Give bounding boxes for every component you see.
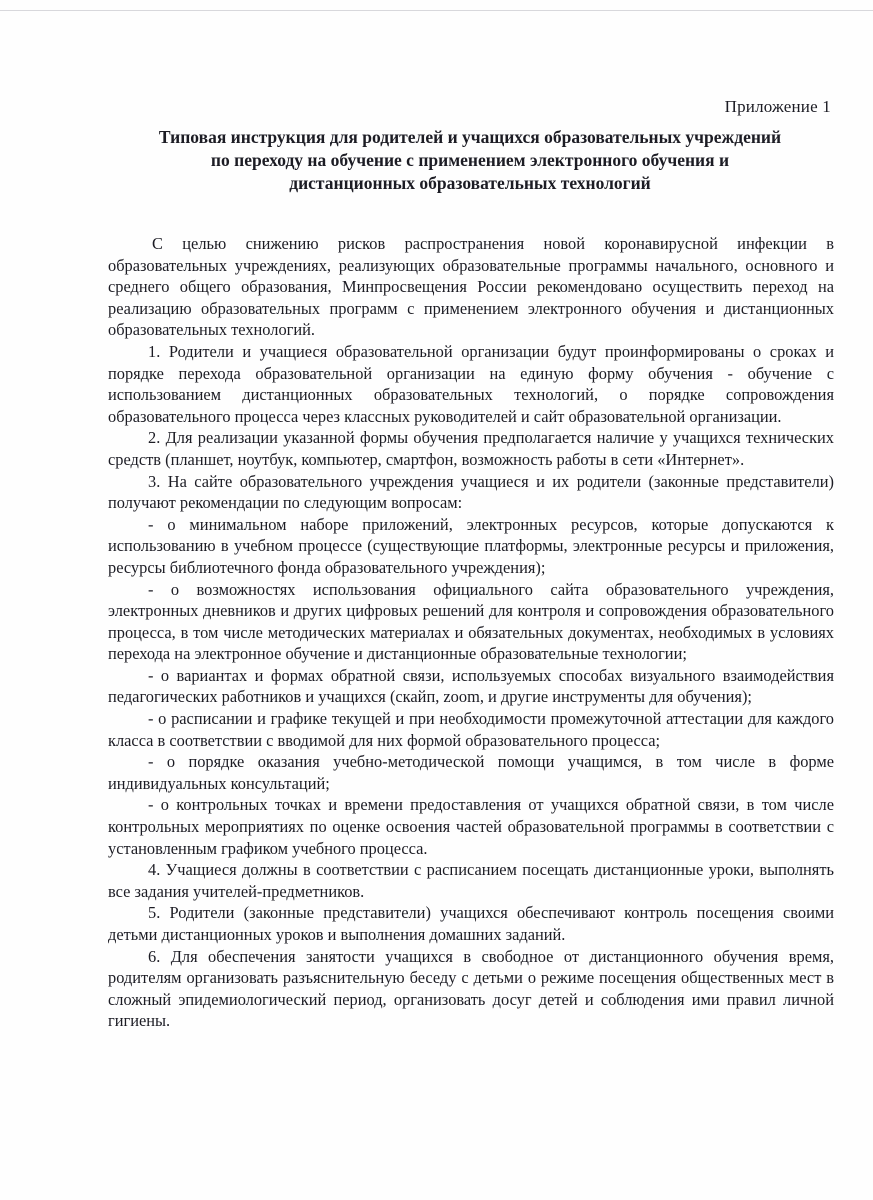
- appendix-label: Приложение 1: [724, 97, 831, 116]
- document-body: [108, 233, 834, 1032]
- title-line-1: Типовая инструкция для родителей и учащихся образовательных учреждений: [158, 127, 782, 147]
- item-1-paragraph: 1. Родители и учащиеся образовательной организации будут проинформированы о сроках и порядке перехода образовательной организации на единую форму обучения - обучение с использованием дистанционных образовательных технологий, о порядке сопровождения образовательного процесса через классных руководителей и сайт образовательной организации.: [108, 341, 834, 426]
- bullet-feedback-forms: - о вариантах и формах обратной связи, используемых способах визуального взаимодействия педагогических работников и учащихся (скайп, zoom, и другие инструменты для обучения);: [108, 665, 834, 707]
- bullet-methodical-help: - о порядке оказания учебно-методической помощи учащимся, в том числе в форме индивидуальных консультаций;: [108, 752, 834, 793]
- bullet-official-site: - о возможностях использования официального сайта образовательного учреждения, электронных дневников и других цифровых решений для контроля и сопровождения образовательного процесса, в том числе методических материалах и обязательных документах, необходимых в условиях перехода на электронное обучение и дистанционные образовательные технологии;: [108, 579, 834, 664]
- bullet-control-points: - о контрольных точках и времени предоставления от учащихся обратной связи, в том числе контрольных мероприятиях по оценке освоения частей образовательной программы в соответствии с установленным графиком учебного процесса.: [108, 795, 834, 858]
- bullet-apps-resources: - о минимальном наборе приложений, электронных ресурсов, которые допускаются к использованию в учебном процессе (существующие платформы, электронные ресурсы и приложения, ресурсы библиотечного фонда образовательного учреждения);: [108, 514, 834, 577]
- item-4-paragraph: 4. Учащиеся должны в соответствии с расписанием посещать дистанционные уроки, выполнять все задания учителей-предметников.: [108, 860, 834, 901]
- item-2-paragraph: 2. Для реализации указанной формы обучения предполагается наличие у учащихся технических средств (планшет, ноутбук, компьютер, смартфон, возможность работы в сети «Интернет».: [108, 428, 834, 469]
- scan-edge-divider: [0, 0, 873, 11]
- item-5-paragraph: 5. Родители (законные представители) учащихся обеспечивают контроль посещения своими детьми дистанционных уроков и выполнения домашних заданий.: [108, 903, 834, 944]
- title-line-3: дистанционных образовательных технологий: [289, 173, 651, 193]
- item-3-paragraph: 3. На сайте образовательного учреждения учащиеся и их родители (законные представители) получают рекомендации по следующим вопросам:: [108, 471, 834, 513]
- item-6-paragraph: 6. Для обеспечения занятости учащихся в свободное от дистанционного обучения время, родителям организовать разъяснительную беседу с детьми о режиме посещения общественных мест в сложный эпидемиологический период, организовать досуг детей и соблюдения ими правил личной гигиены.: [108, 946, 834, 1031]
- bullet-schedule: - о расписании и графике текущей и при необходимости промежуточной аттестации для каждого класса в соответствии с вводимой для них формой образовательного процесса;: [108, 709, 834, 750]
- document-title: [90, 126, 850, 195]
- title-line-2: по переходу на обучение с применением электронного обучения и: [210, 150, 730, 170]
- intro-paragraph: С целью снижению рисков распространения новой коронавирусной инфекции в образовательных учреждениях, реализующих образовательные программы начального, основного и среднего общего образования, Минпросвещения России рекомендовано осуществить переход на реализацию образовательных программ с применением электронного обучения и дистанционных образовательных технологий.: [108, 234, 834, 340]
